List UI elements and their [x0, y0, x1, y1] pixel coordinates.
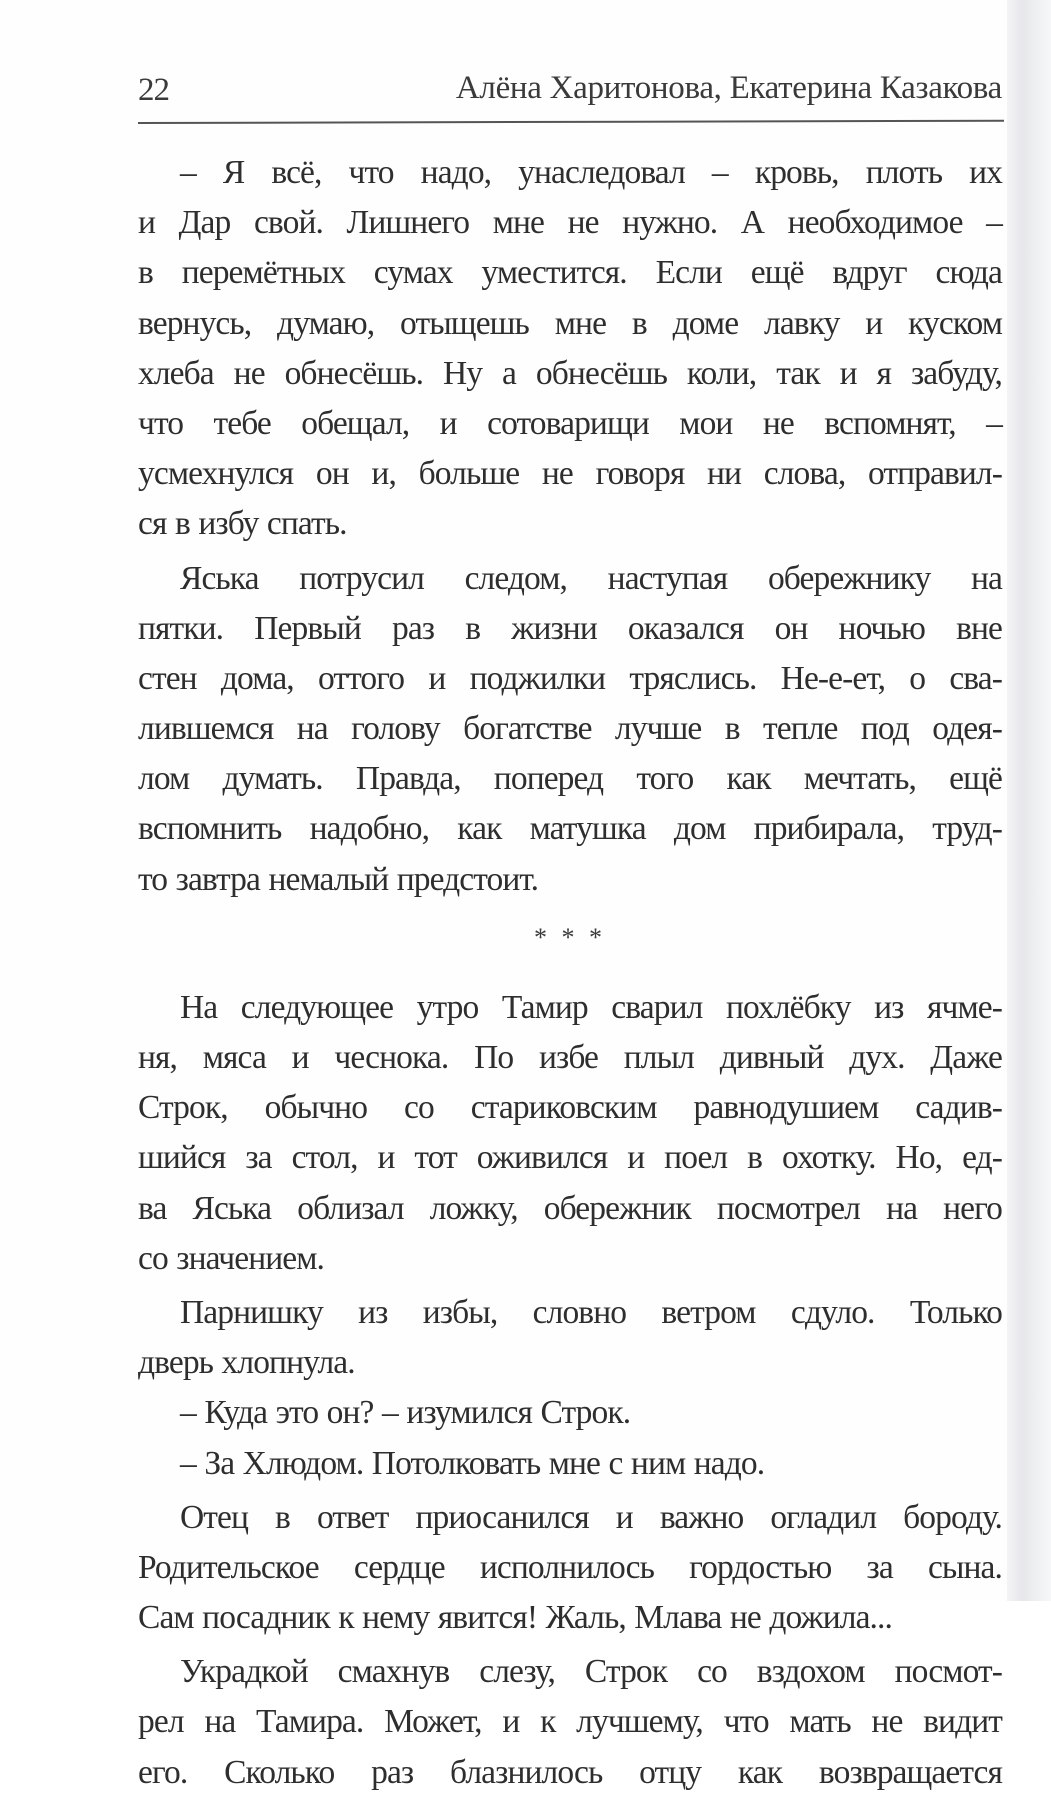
text-line: На следующее утро Тамир сварил похлёбку из ячме-: [180, 988, 1002, 1026]
text-line: рел на Тамира. Может, и к лучшему, что мать не видит: [138, 1703, 1002, 1741]
running-head: [138, 68, 1002, 124]
text-line: Отец в ответ приосанился и важно огладил бороду.: [180, 1498, 1002, 1536]
dialogue-line: [138, 1439, 1002, 1489]
text-line: его. Сколько раз блазнилось отцу как возвращается: [138, 1753, 1002, 1791]
text-line: дверь хлопнула.: [138, 1344, 355, 1382]
text-line: – Я всё, что надо, унаследовал – кровь, плоть их: [180, 154, 1002, 191]
text-line: ва Яська облизал ложку, обережник посмотрел на него: [138, 1189, 1002, 1227]
body-text: [138, 148, 1002, 1798]
text-line: усмехнулся он и, больше не говоря ни слова, отправил-: [138, 455, 1002, 493]
text-line: вернусь, думаю, отыщешь мне в доме лавку и куском: [138, 304, 1002, 342]
text-line: хлеба не обнесёшь. Ну а обнесёшь коли, так и я забуду,: [138, 354, 1002, 392]
text-line: – За Хлюдом. Потолковать мне с ним надо.: [180, 1444, 765, 1482]
paragraph: [138, 1288, 1002, 1388]
paragraph: [138, 554, 1002, 905]
text-line: со значением.: [138, 1239, 324, 1277]
text-line: вспомнить надобно, как матушка дом прибирала, труд-: [138, 810, 1002, 848]
dialogue-line: [138, 1388, 1002, 1438]
text-line: лившемся на голову богатстве лучше в тепле под одея-: [138, 710, 1002, 748]
text-line: Сам посадник к нему явится! Жаль, Млава не дожила...: [138, 1599, 892, 1637]
text-line: – Куда это он? – изумился Строк.: [180, 1394, 631, 1432]
running-title-authors: Алёна Харитонова, Екатерина Казакова: [455, 70, 1002, 106]
text-line: стен дома, оттого и поджилки тряслись. Не-е-ет, о сва-: [138, 659, 1002, 697]
scene-break-separator: * * *: [534, 922, 606, 952]
text-line: ся в избу спать.: [138, 505, 347, 543]
text-line: пятки. Первый раз в жизни оказался он ночью вне: [138, 609, 1002, 647]
text-line: Парнишку из избы, словно ветром сдуло. Только: [180, 1293, 1002, 1331]
text-line: и Дар свой. Лишнего мне не нужно. А необходимое –: [138, 204, 1002, 242]
paragraph: [138, 983, 1002, 1284]
page-number: 22: [138, 72, 169, 108]
page-gutter-shadow: [1007, 0, 1051, 1601]
paragraph: [138, 148, 1002, 550]
text-line: лом думать. Правда, поперед того как мечтать, ещё: [138, 760, 1002, 798]
text-line: шийся за стол, и тот оживился и поел в охотку. Но, ед-: [138, 1139, 1002, 1177]
text-line: то завтра немалый предстоит.: [138, 860, 539, 898]
text-line: ня, мяса и чеснока. По избе плыл дивный дух. Даже: [138, 1039, 1002, 1076]
text-line: Яська потрусил следом, наступая обережнику на: [180, 559, 1002, 597]
text-line: Украдкой смахнув слезу, Строк со вздохом посмот-: [180, 1653, 1002, 1691]
text-line: Строк, обычно со стариковским равнодушием садив-: [138, 1089, 1002, 1127]
text-line: Родительское сердце исполнилось гордостью за сына.: [138, 1548, 1002, 1586]
paragraph: [138, 1493, 1002, 1644]
text-line: в перемётных сумах уместится. Если ещё вдруг сюда: [138, 254, 1002, 292]
paragraph: [138, 1647, 1002, 1798]
text-line: что тебе обещал, и сотоварищи мои не вспомнят, –: [138, 404, 1002, 442]
